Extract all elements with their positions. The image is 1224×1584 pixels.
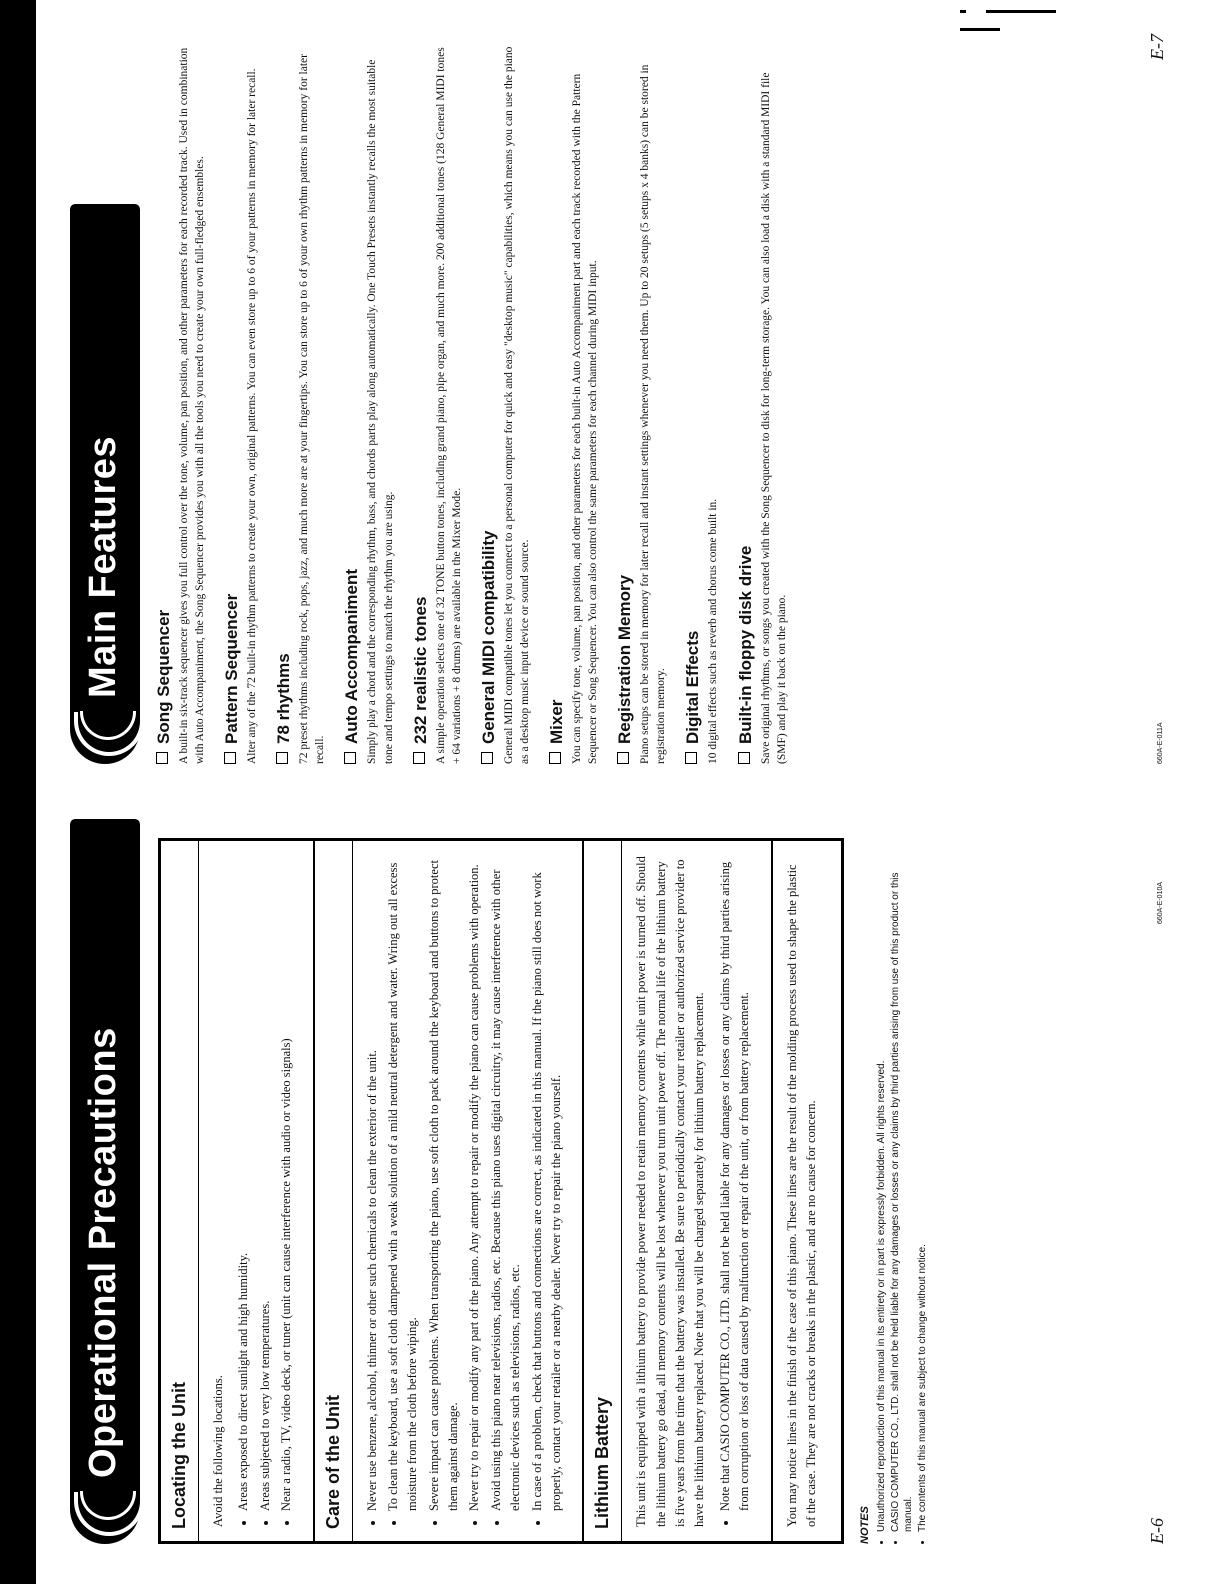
note-item: • Unauthorized reproduction of this manual in its entirety or in part is expressly forbidden. All rights reserved. xyxy=(875,844,889,1532)
feature-text: A built-in six-track sequencer gives you full control over the tone, volume, pan position, and other parameters for each recorded track. Used in combination with Auto Accompaniment, the Song Sequencer provides you with all the tools you need to create your own full-fledged ensembles. xyxy=(178,47,207,764)
feature-text: 72 preset rhythms including rock, pops, jazz, and much more are at your fingertips. You can store up to 6 of your own rhythm patterns in memory for later recall. xyxy=(298,54,327,764)
feature-registration-memory xyxy=(615,44,669,764)
feature-title: Song Sequencer xyxy=(154,609,173,744)
feature-title: 78 rhythms xyxy=(274,653,294,744)
checkbox-icon xyxy=(224,752,236,764)
doc-code-left: 660A-E-010A xyxy=(1157,881,1164,924)
precautions-box xyxy=(158,838,844,1544)
page-number-left: E-6 xyxy=(1147,1518,1167,1544)
section-care xyxy=(315,841,585,1541)
checkbox-icon xyxy=(481,752,493,764)
list-item: • Note that CASIO COMPUTER CO., LTD. shall not be held liable for any damages or losses or any claims by third parties arising from corruption or loss of data caused by malfunction or repair of the unit, or from battery replacement. xyxy=(716,855,755,1511)
list-item: • Never try to repair or modify any part of the piano. Any attempt to repair or modify the piano can cause problems with operation. xyxy=(465,855,484,1511)
feature-title: Auto Accompaniment xyxy=(342,568,362,744)
feature-text: Save original rhythms, or songs you created with the Song Sequencer to disk for long-term storage. You can also load a disk with a standard MIDI file (SMF) and play it back on the piano. xyxy=(759,72,788,764)
feature-title: Built-in floppy disk drive xyxy=(735,545,755,744)
feature-pattern-sequencer xyxy=(222,44,260,764)
right-title-banner xyxy=(70,204,140,764)
left-page-title: Operational Precautions xyxy=(82,1027,124,1478)
page-number-right: E-7 xyxy=(1147,34,1167,60)
notes-block xyxy=(858,844,929,1544)
checkbox-icon xyxy=(738,752,750,764)
feature-tones xyxy=(411,44,465,764)
list-item: • Areas exposed to direct sunlight and high humidity. xyxy=(234,855,253,1511)
list-item: • Severe impact can cause problems. When transporting the piano, use soft cloth to pack around the keyboard and buttons to protect them against damage. xyxy=(425,855,464,1511)
section-heading: Care of the Unit xyxy=(315,841,353,1541)
feature-text: Piano setups can be stored in memory for later recall and instant settings whenever you need them. Up to 20 setups (5 setups x 4 banks) can be stored in registration memory. xyxy=(639,64,668,764)
section-battery xyxy=(584,841,772,1541)
section-intro: You may notice lines in the finish of the case of this piano. These lines are the result of the molding process used to shape the plastic of the case. They are not cracks or breaks in the plastic, and are no cause for concern. xyxy=(784,864,818,1527)
feature-title: General MIDI compatibility xyxy=(478,530,498,744)
feature-song-sequencer xyxy=(154,44,208,764)
feature-title: Digital Effects xyxy=(683,630,703,744)
section-case-lines xyxy=(773,841,842,1541)
section-intro: Avoid the following locations. xyxy=(211,1375,225,1527)
checkbox-icon xyxy=(344,752,356,764)
right-page-title: Main Features xyxy=(82,435,124,698)
list-item: • Avoid using this piano near televisions, radios, etc. Because this piano uses digital circuitry, it may cause interference with other electronic devices such as televisions, radios, etc. xyxy=(487,855,526,1511)
list-item: • To clean the keyboard, use a soft cloth dampened with a weak solution of a mild neutral detergent and water. Wring out all excess moisture from the cloth before wiping. xyxy=(384,855,423,1511)
page-right xyxy=(70,24,1170,764)
feature-text: General MIDI compatible tones let you connect to a personal computer for quick and easy "desktop music" capabilities, which means you can use the piano as a desktop music input device or sound source. xyxy=(502,46,531,764)
checkbox-icon xyxy=(685,752,697,764)
feature-text: Alter any of the 72 built-in rhythm patterns to create your own, original patterns. You can even store up to 6 of your patterns in memory for later recall. xyxy=(246,68,259,764)
feature-title: 232 realistic tones xyxy=(410,596,430,744)
feature-digital-effects xyxy=(683,44,721,764)
notes-heading: NOTES xyxy=(859,1506,872,1544)
list-item: • Areas subjected to very low temperatures. xyxy=(256,855,275,1511)
feature-title: Pattern Sequencer xyxy=(222,593,242,744)
checkbox-icon xyxy=(276,752,288,764)
note-item: • CASIO COMPUTER CO., LTD. shall not be held liable for any damages or losses or any claims by third parties arising from use of this product or this manual. xyxy=(889,844,916,1532)
doc-code-right: 660A-E-011A xyxy=(1157,722,1164,764)
feature-rhythms xyxy=(274,44,328,764)
section-intro: This unit is equipped with a lithium battery to provide power needed to retain memory contents while unit power is turned off. Should the lithium battery go dead, all memory contents will be lost whenever you turn unit power off. The normal life of the lithium battery is five years from the time that the battery was installed. Be sure to periodically contact your retailer or authorized service provider to have the lithium battery replaced. Note that you will be charged separately for lithium battery replacement. xyxy=(634,856,707,1527)
section-heading: Lithium Battery xyxy=(584,841,622,1541)
list-item: • In case of a problem, check that buttons and connections are correct, as indicated in this manual. If the piano still does not work properly, contact your retailer or a nearby dealer. Never try to repair the piano yourself. xyxy=(528,855,567,1511)
section-locating xyxy=(161,841,315,1541)
feature-title: Registration Memory xyxy=(615,574,635,744)
feature-text: A simple operation selects one of 32 TONE button tones, including grand piano, pipe organ, and much more. 200 additional tones (128 General MIDI tones + 64 variations + 8 drums) are available in the Mixer Mode. xyxy=(434,47,463,764)
checkbox-icon xyxy=(617,752,629,764)
list-item: • Never use benzene, alcohol, thinner or other such chemicals to clean the exterior of the unit. xyxy=(363,855,382,1511)
feature-mixer xyxy=(547,44,601,764)
feature-general-midi xyxy=(479,44,533,764)
checkbox-icon xyxy=(549,752,561,764)
feature-text: 10 digital effects such as reverb and chorus come built in. xyxy=(707,498,720,764)
feature-auto-accompaniment xyxy=(342,44,396,764)
scan-edge-bottom xyxy=(36,1556,1224,1584)
page-left xyxy=(70,819,1170,1544)
left-title-banner xyxy=(70,819,140,1544)
feature-title: Mixer xyxy=(547,699,567,744)
note-item: • The contents of this manual are subject to change without notice. xyxy=(916,844,930,1532)
feature-text: You can specify tone, volume, pan position, and other parameters for each built-in Auto Accompaniment part and each track recorded with the Pattern Sequencer or Song Sequencer. You can also control the same parameters for each channel during MIDI input. xyxy=(571,73,600,764)
checkbox-icon xyxy=(156,752,168,764)
list-item: • Near a radio, TV, video deck, or tuner (unit can cause interference with audio or video signals) xyxy=(277,855,296,1511)
section-heading: Locating the Unit xyxy=(161,841,199,1541)
checkbox-icon xyxy=(413,752,425,764)
feature-text: Simply play a chord and the corresponding rhythm, bass, and chords parts play along automatically. One Touch Presets instantly recalls the most suitable tone and tempo settings to match the rhythm you are using. xyxy=(366,59,395,764)
feature-floppy-drive xyxy=(736,44,790,764)
